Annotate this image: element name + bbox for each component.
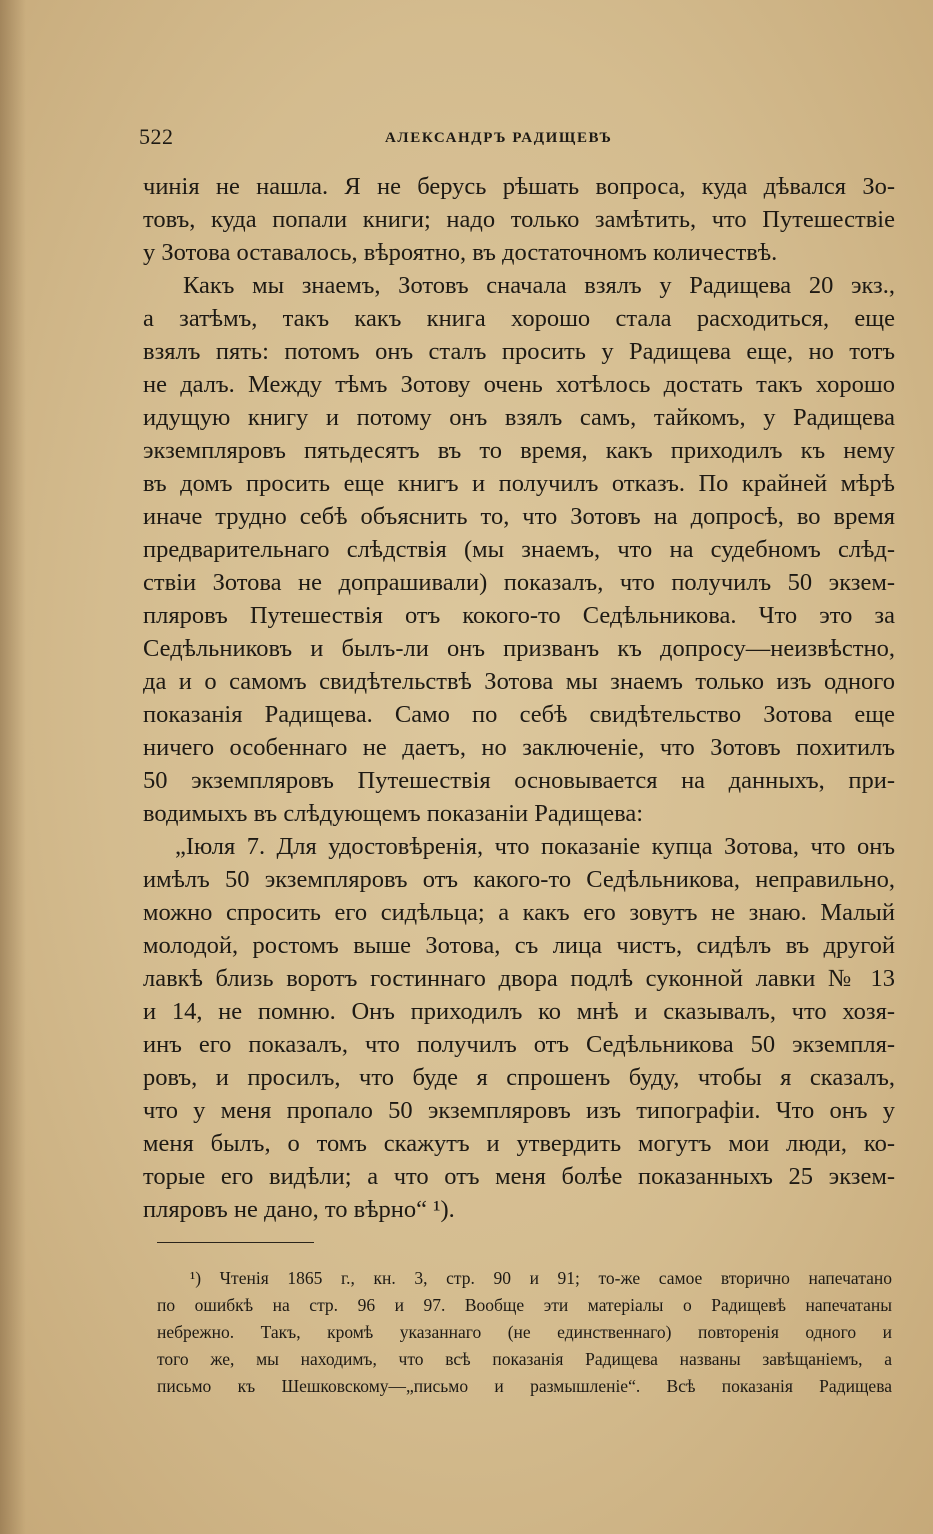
quote-line: лавкѣ близь воротъ гостиннаго двора подлѣ суконной лавки № 13: [143, 965, 895, 992]
running-title: АЛЕКСАНДРЪ РАДИЩЕВЪ: [385, 130, 613, 146]
text-line: чинія не нашла. Я не берусь рѣшать вопроса, куда дѣвался Зо-: [143, 173, 895, 200]
text-line: идущую книгу и потому онъ взялъ самъ, тайкомъ, у Радищева: [143, 404, 895, 431]
text-line: товъ, куда попали книги; надо только замѣтить, что Путешествіе: [143, 206, 895, 233]
text-line: да и о самомъ свидѣтельствѣ Зотова мы знаемъ только изъ одного: [143, 668, 895, 695]
footnote-line: того же, мы находимъ, что всѣ показанія Радищева названы завѣщаніемъ, а: [157, 1349, 892, 1369]
text-line: 50 экземпляровъ Путешествія основывается на данныхъ, при-: [143, 767, 895, 794]
quote-line: что у меня пропало 50 экземпляровъ изъ типографіи. Что онъ у: [143, 1097, 895, 1124]
quote-line: ровъ, и просилъ, что буде я спрошенъ буду, чтобы я сказалъ,: [143, 1064, 895, 1091]
page-edge-shadow: [0, 0, 26, 1534]
text-line: Седѣльниковъ и былъ-ли онъ призванъ къ допросу—неизвѣстно,: [143, 635, 895, 662]
text-line: не далъ. Между тѣмъ Зотову очень хотѣлось достать такъ хорошо: [143, 371, 895, 398]
quote-line: торые его видѣли; а что отъ меня болѣе показанныхъ 25 экзем-: [143, 1163, 895, 1190]
text-line: взялъ пять: потомъ онъ сталъ просить у Радищева еще, но тотъ: [143, 338, 895, 365]
quote-line: имѣлъ 50 экземпляровъ отъ какого-то Седѣльникова, неправильно,: [143, 866, 895, 893]
text-line: ствіи Зотова не допрашивали) показалъ, что получилъ 50 экзем-: [143, 569, 895, 596]
quote-line: пляровъ не дано, то вѣрно“ ¹).: [143, 1196, 455, 1223]
quote-line: „Іюля 7. Для удостовѣренія, что показаніе купца Зотова, что онъ: [175, 833, 895, 860]
footnote-line: письмо къ Шешковскому—„письмо и размышленіе“. Всѣ показанія Радищева: [157, 1376, 892, 1396]
footnote-separator: [157, 1242, 314, 1243]
text-line: а затѣмъ, такъ какъ книга хорошо стала расходиться, еще: [143, 305, 895, 332]
text-line: въ домъ просить еще книгъ и получилъ отказъ. По крайней мѣрѣ: [143, 470, 895, 497]
text-line: ничего особеннаго не даетъ, но заключеніе, что Зотовъ похитилъ: [143, 734, 895, 761]
footnote-line: ¹) Чтенія 1865 г., кн. 3, стр. 90 и 91; то-же самое вторично напечатано: [190, 1268, 892, 1288]
quote-line: меня былъ, о томъ скажутъ и утвердить могутъ мои люди, ко-: [143, 1130, 895, 1157]
quote-line: можно спросить его сидѣльца; а какъ его зовутъ не знаю. Малый: [143, 899, 895, 926]
text-line: Какъ мы знаемъ, Зотовъ сначала взялъ у Радищева 20 экз.,: [183, 272, 895, 299]
footnote-line: по ошибкѣ на стр. 96 и 97. Вообще эти матеріалы о Радищевѣ напечатаны: [157, 1295, 892, 1315]
footnote-line: небрежно. Такъ, кромѣ указаннаго (не единственнаго) повторенія одного и: [157, 1322, 892, 1342]
text-line: предварительнаго слѣдствія (мы знаемъ, что на судебномъ слѣд-: [143, 536, 895, 563]
text-line: пляровъ Путешествія отъ кокого-то Седѣльникова. Что это за: [143, 602, 895, 629]
text-line: экземпляровъ пятьдесятъ въ то время, какъ приходилъ къ нему: [143, 437, 895, 464]
quote-line: и 14, не помню. Онъ приходилъ ко мнѣ и сказывалъ, что хозя-: [143, 998, 895, 1025]
text-line: показанія Радищева. Само по себѣ свидѣтельство Зотова еще: [143, 701, 895, 728]
text-line: водимыхъ въ слѣдующемъ показаніи Радищева:: [143, 800, 644, 827]
quote-line: молодой, ростомъ выше Зотова, съ лица чистъ, сидѣлъ въ другой: [143, 932, 895, 959]
text-line: у Зотова оставалось, вѣроятно, въ достаточномъ количествѣ.: [143, 239, 778, 266]
text-line: иначе трудно себѣ объяснить то, что Зотовъ на допросѣ, во время: [143, 503, 895, 530]
quote-line: инъ его показалъ, что получилъ отъ Седѣльникова 50 экземпля-: [143, 1031, 895, 1058]
page-number: 522: [139, 124, 174, 149]
